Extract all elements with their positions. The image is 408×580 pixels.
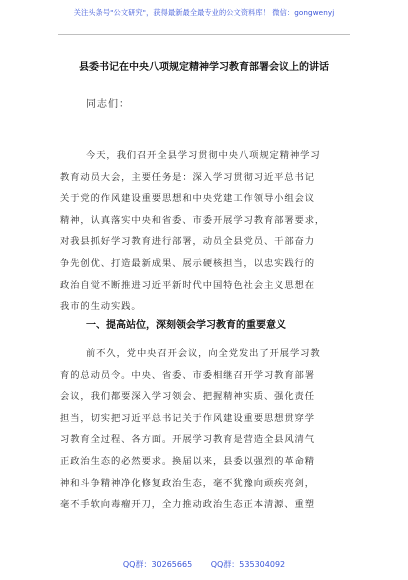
paragraph-1 xyxy=(60,145,352,318)
header-divider xyxy=(58,34,350,35)
paragraph-line: 我市的生动实践。 xyxy=(60,301,142,313)
paragraph-line: 前不久，党中央召开会议，向全党发出了开展学习教 xyxy=(86,348,321,359)
footer-qq-group-2: QQ群：535304092 xyxy=(210,560,286,569)
paragraph-line: 今天，我们召开全县学习贯彻中央八项规定精神学习 xyxy=(86,150,321,161)
paragraph-line: 习教育全过程、各方面。开展学习教育是营造全县风清气 xyxy=(60,434,315,446)
paragraph-line: 争先创优、打造最新成果、展示硬核担当，以忠实践行的 xyxy=(60,257,315,269)
paragraph-line: 政治自觉不断推进习近平新时代中国特色社会主义思想在 xyxy=(60,279,315,291)
paragraph-line: 会议，我们都要深入学习领会、把握精神实质、强化责任 xyxy=(60,391,315,403)
footer-qq-group-1: QQ群：30265665 xyxy=(122,560,193,569)
salutation: 同志们： xyxy=(86,99,130,110)
paragraph-line: 精神，认真落实中央和省委、市委开展学习教育部署要求， xyxy=(60,214,326,226)
section-heading: 一、提高站位，深刻领会学习教育的重要意义 xyxy=(86,320,286,331)
paragraph-line: 对我县抓好学习教育进行部署，动员全县党员、干部奋力 xyxy=(60,236,315,248)
page-footer xyxy=(0,559,408,570)
paragraph-2 xyxy=(60,343,352,516)
paragraph-line: 担当，切实把习近平总书记关于作风建设重要思想贯穿学 xyxy=(60,412,315,424)
page-header: 关注头条号"公文研究"，获得最新最全最专业的公文资料库！ 微信：gongwenyj xyxy=(73,8,335,17)
paragraph-line: 毫不手软向毒瘤开刀，全力推动政治生态正本清源、重塑 xyxy=(60,499,315,511)
paragraph-line: 教育动员大会，主要任务是：深入学习贯彻习近平总书记 xyxy=(60,171,315,183)
document-title: 县委书记在中央八项规定精神学习教育部署会议上的讲话 xyxy=(79,62,329,73)
paragraph-line: 神和斗争精神净化修复政治生态，毫不犹豫向顽疾亮剑， xyxy=(60,477,315,489)
paragraph-line: 正政治生态的必然要求。换届以来，县委以强烈的革命精 xyxy=(60,455,315,467)
paragraph-line: 关于党的作风建设重要思想和中央党建工作领导小组会议 xyxy=(60,193,315,205)
paragraph-line: 育的总动员令。中央、省委、市委相继召开学习教育部署 xyxy=(60,369,315,381)
